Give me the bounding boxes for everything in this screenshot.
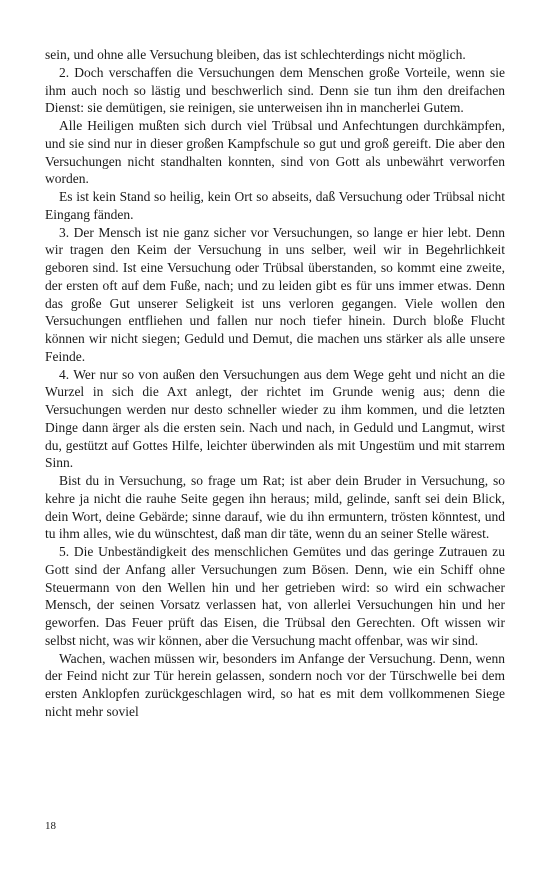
page-body <box>45 46 505 721</box>
paragraph: Es ist kein Stand so heilig, kein Ort so abseits, daß Versuchung oder Trübsal nicht Eingang fänden. <box>45 189 505 222</box>
paragraph: Bist du in Versuchung, so frage um Rat; ist aber dein Bruder in Versuchung, so kehre ja nicht die rauhe Seite gegen ihn heraus; mild, gelinde, sanft sei dein Blick, dein Wort, deine Gebärde; sinne darauf, wie du ihn ermuntern, trösten könntest, und tu ihm alles, wie du wünschtest, daß man dir täte, wenn du an seiner Stelle wärest. <box>45 473 505 542</box>
paragraph: 5. Die Unbeständigkeit des menschlichen Gemütes und das geringe Zutrauen zu Gott sind der Anfang aller Versuchungen zum Bösen. Denn, wie ein Schiff ohne Steuermann von den Wellen hin und her getrieben wird: so wird ein schwacher Mensch, der seinen Vorsatz verlassen hat, von allerlei Versuchungen hin und her geworfen. Das Feuer prüft das Eisen, die Trübsal den Gerechten. Oft wissen wir selbst nicht, was wir können, aber die Versuchung macht offenbar, was wir sind. <box>45 544 505 648</box>
paragraph: 2. Doch verschaffen die Versuchungen dem Menschen große Vorteile, wenn sie ihm auch noch so lästig und beschwerlich sind. Denn sie tun ihm den dreifachen Dienst: sie demütigen, sie reinigen, sie unterweisen ihn in mancherlei Gutem. <box>45 64 505 116</box>
paragraph: Alle Heiligen mußten sich durch viel Trübsal und Anfechtungen durchkämpfen, und sie sind nur in dieser großen Kampfschule so gut und groß gereift. Die aber den Versuchungen nicht standhalten konnten, sind von Gott als unbewährt verworfen worden. <box>45 118 505 187</box>
paragraph: 4. Wer nur so von außen den Versuchungen aus dem Wege geht und nicht an die Wurzel in sich die Axt anlegt, der richtet im Grunde wenig aus; denn die Versuchungen werden nur desto schneller wieder zu ihm kommen, und die letzten Dinge dann ärger als die ersten sein. Nach und nach, in Geduld und Langmut, wirst du, gestützt auf Gottes Hilfe, leichter überwinden als mit Ungestüm und mit starrem Sinn. <box>45 366 505 471</box>
page-number: 18 <box>45 820 56 832</box>
paragraph: Wachen, wachen müssen wir, besonders im Anfange der Versuchung. Denn, wenn der Feind nicht zur Tür herein gelassen, sondern noch vor der Türschwelle bei dem ersten Anklopfen zurückgeschlagen wird, so hat es mit dem vollkommenen Siege nicht mehr soviel <box>45 650 505 719</box>
paragraph: 3. Der Mensch ist nie ganz sicher vor Versuchungen, so lange er hier lebt. Denn wir tragen den Keim der Versuchung in uns selber, weil wir in Begehrlichkeit geboren sind. Ist eine Versuchung oder Trübsal überstanden, so kommt eine zweite, der ersten oft auf dem Fuße, nach; und zu leiden gibt es für uns immer etwas. Denn das große Gut unserer Seligkeit ist uns verloren gegangen. Viele wollen den Versuchungen entfliehen und fallen nur noch tiefer hinein. Durch bloße Flucht können wir nicht siegen; Geduld und Demut, die machen uns stärker als alle unsere Feinde. <box>45 224 505 364</box>
paragraph: sein, und ohne alle Versuchung bleiben, das ist schlechterdings nicht möglich. <box>45 47 466 62</box>
